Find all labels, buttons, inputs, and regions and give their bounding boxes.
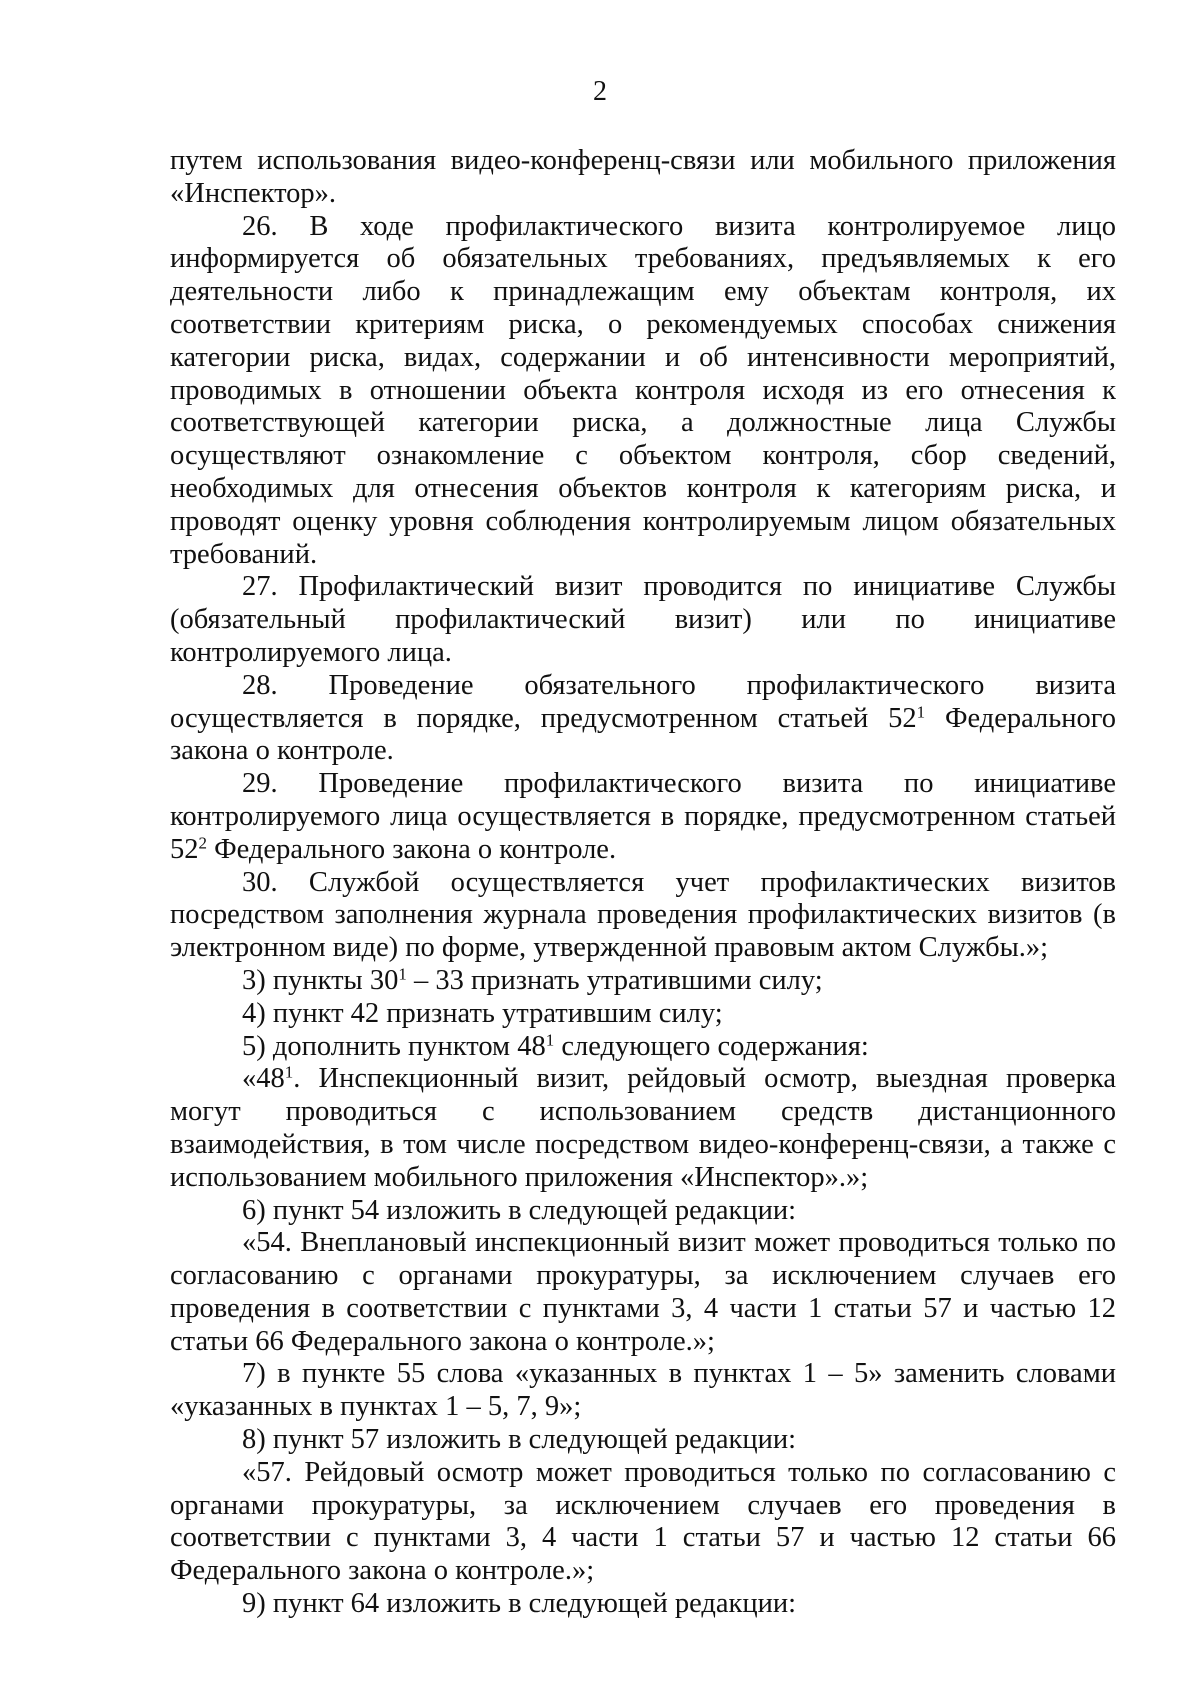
paragraph-text-part: 3) пункты 30: [242, 964, 399, 996]
paragraph-item-26: 26. В ходе профилактического визита контролируемое лицо информируется об обязательных требованиях, предъявляемых к его деятельности либо к принадлежащим ему объектам контроля, их соответствии критериям риска, о рекомендуемых способах снижения категории риска, видах, содержании и об интенсивности мероприятий, проводимых в отношении объекта контроля исходя из его отнесения к соответствующей категории риска, а должностные лица Службы осуществляют ознакомление с объектом контроля, сбор сведений, необходимых для отнесения объектов контроля к категориям риска, и проводят оценку уровня соблюдения контролируемым лицом обязательных требований.: [170, 210, 1116, 570]
paragraph-text-part: . Инспекционный визит, рейдовый осмотр, выездная проверка могут проводиться с использованием средств дистанционного взаимодействия, в том числе посредством видео-конференц-связи, а также с использованием мобильного приложения «Инспектор».»;: [170, 1063, 1116, 1193]
paragraph-item-29: [170, 768, 1116, 866]
paragraph-amendment-8: 8) пункт 57 изложить в следующей редакции:: [242, 1424, 797, 1456]
paragraph-item-27: 27. Профилактический визит проводится по инициативе Службы (обязательный профилактический визит) или по инициативе контролируемого лица.: [170, 571, 1116, 668]
paragraph-text-part: – 33 признать утратившими силу;: [406, 964, 823, 996]
page-number: 2: [593, 76, 607, 107]
paragraph-text-part: «48: [242, 1063, 285, 1095]
superscript-index: 1: [284, 1062, 294, 1082]
paragraph-amendment-4: 4) пункт 42 признать утратившим силу;: [242, 997, 723, 1029]
paragraph-amendment-9: 9) пункт 64 изложить в следующей редакции:: [242, 1588, 797, 1620]
paragraph-text-part: Федерального закона о контроле.: [170, 702, 1117, 767]
paragraph-item-28: [170, 670, 1116, 768]
paragraph-amendment-3: [170, 965, 1116, 998]
superscript-index: 1: [916, 702, 926, 722]
paragraph-amendment-7: 7) в пункте 55 слова «указанных в пунктах 1 – 5» заменить словами «указанных в пунктах 1 – 5, 7, 9»;: [170, 1358, 1116, 1423]
paragraph-text-part: следующего содержания:: [554, 1030, 869, 1062]
paragraph-text-part: 28. Проведение обязательного профилактического визита осуществляется в порядке, предусмотренном статьей 52: [170, 669, 1116, 734]
paragraph-amendment-5: [170, 1031, 1116, 1064]
paragraph-text-part: 5) дополнить пунктом 48: [242, 1030, 546, 1062]
paragraph-continuation: путем использования видео-конференц-связи или мобильного приложения «Инспектор».: [170, 145, 1116, 209]
paragraph-item-30: 30. Службой осуществляется учет профилактических визитов посредством заполнения журнала проведения профилактических визитов (в электронном виде) по форме, утвержденной правовым актом Службы.»;: [170, 866, 1116, 964]
superscript-index: 2: [198, 833, 207, 853]
paragraph-item-57: «57. Рейдовый осмотр может проводиться только по согласованию с органами прокуратуры, за исключением случаев его проведения в соответствии с пунктами 3, 4 части 1 статьи 57 и частью 12 статьи 66 Федерального закона о контроле.»;: [170, 1456, 1116, 1587]
superscript-index: 1: [545, 1030, 555, 1050]
superscript-index: 1: [398, 964, 407, 984]
paragraph-amendment-6: 6) пункт 54 изложить в следующей редакции:: [242, 1194, 797, 1226]
paragraph-item-54: «54. Внеплановый инспекционный визит может проводиться только по согласованию с органами прокуратуры, за исключением случаев его проведения в соответствии с пунктами 3, 4 части 1 статьи 57 и частью 12 статьи 66 Федерального закона о контроле.»;: [170, 1227, 1116, 1357]
document-body: [170, 145, 1116, 1621]
paragraph-item-48-1: [170, 1063, 1116, 1194]
paragraph-text-part: Федерального закона о контроле.: [207, 833, 617, 865]
paragraph-text-part: 29. Проведение профилактического визита по инициативе контролируемого лица осуществляется в порядке, предусмотренном статьей 52: [170, 768, 1116, 865]
